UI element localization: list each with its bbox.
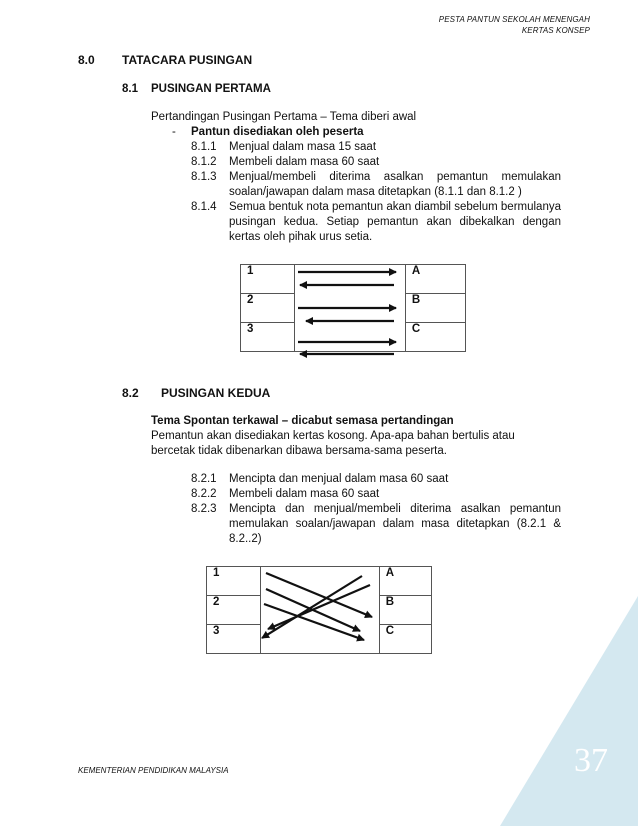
round2-item-2-text: Membeli dalam masa 60 saat	[229, 488, 380, 500]
left-label-1: 1	[241, 265, 295, 294]
round1-subheading: Pantun disediakan oleh peserta	[191, 126, 364, 138]
header-subtitle: KERTAS KONSEP	[521, 26, 590, 35]
round2-paragraph: Pemantun akan disediakan kertas kosong. Apa-apa bahan bertulis atau bercetak tidak dibenarkan dibawa bersama-sama peserta.	[151, 430, 515, 457]
right-label-a: A	[379, 567, 431, 596]
right-label-c: C	[379, 625, 431, 654]
left-label-1: 1	[207, 567, 261, 596]
round2-item-3-num: 8.2.3	[191, 503, 217, 515]
left-label-2: 2	[207, 596, 261, 625]
right-label-b: B	[379, 596, 431, 625]
right-label-c: C	[405, 323, 465, 352]
right-label-b: B	[405, 294, 465, 323]
round2-item-1-text: Mencipta dan menjual dalam masa 60 saat	[229, 473, 449, 485]
page-number: 37	[574, 742, 608, 779]
section-number: 8.0	[78, 53, 95, 67]
round1-item-1-text: Menjual dalam masa 15 saat	[229, 141, 377, 153]
round1-item-3-num: 8.1.3	[191, 171, 217, 183]
left-label-2: 2	[241, 294, 295, 323]
round2-title: PUSINGAN KEDUA	[161, 386, 271, 400]
round1-title: PUSINGAN PERTAMA	[151, 83, 271, 95]
round1-number: 8.1	[122, 83, 138, 95]
left-label-3: 3	[207, 625, 261, 654]
round1-item-1-num: 8.1.1	[191, 141, 217, 153]
page-corner-decoration	[500, 596, 638, 826]
arrow-a-to-3	[268, 585, 370, 629]
round2-number: 8.2	[122, 386, 139, 400]
round1-item-2-text: Membeli dalam masa 60 saat	[229, 156, 380, 168]
header-title: PESTA PANTUN SEKOLAH MENENGAH	[438, 15, 590, 24]
round1-item-4-text: Semua bentuk nota pemantun akan diambil sebelum bermulanya pusingan kedua. Setiap pemantun akan dibekalkan dengan kertas oleh pihak urus setia.	[229, 201, 561, 243]
footer-ministry: KEMENTERIAN PENDIDIKAN MALAYSIA	[78, 766, 229, 775]
section-title: TATACARA PUSINGAN	[122, 53, 253, 67]
round1-dash: -	[172, 126, 176, 138]
round1-intro: Pertandingan Pusingan Pertama – Tema diberi awal	[151, 111, 417, 123]
round1-item-2-num: 8.1.2	[191, 156, 217, 168]
round2-item-1-num: 8.2.1	[191, 473, 217, 485]
round2-item-2-num: 8.2.2	[191, 488, 217, 500]
round2-subheading: Tema Spontan terkawal – dicabut semasa pertandingan	[151, 415, 454, 427]
round1-item-4-num: 8.1.4	[191, 201, 217, 213]
right-label-a: A	[405, 265, 465, 294]
round1-item-3-text: Menjual/membeli diterima asalkan pemantun memulakan soalan/jawapan dalam masa ditetapkan (8.1.1 dan 8.1.2 )	[229, 171, 561, 198]
round2-item-3-text: Mencipta dan menjual/membeli diterima asalkan pemantun memulakan soalan/jawapan dalam masa ditetapkan (8.2.1 & 8.2..2)	[229, 503, 561, 545]
left-label-3: 3	[241, 323, 295, 352]
